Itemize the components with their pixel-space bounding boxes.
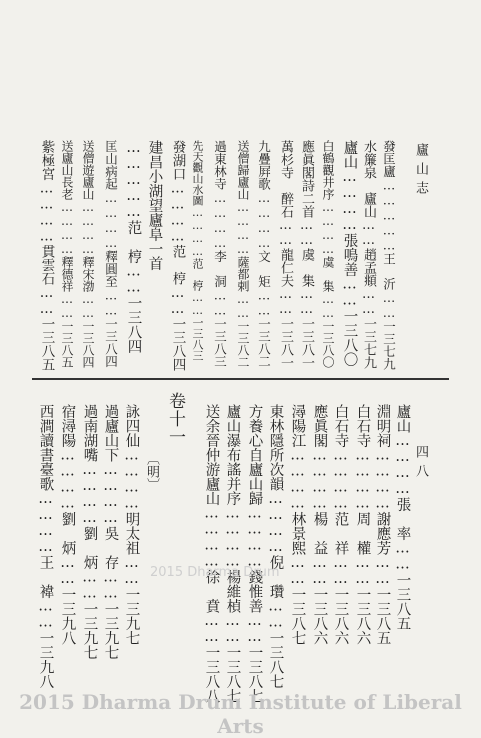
dynasty-label: 〔明〕 — [144, 452, 159, 491]
toc-entry: 水簾泉 廬山……趙孟頫……一三七九 — [361, 140, 376, 369]
toc-entry: 紫極宮…………貫雲石……一三八五 — [38, 140, 55, 371]
toc-entry: ……………范 梈……一三八四 — [125, 140, 142, 354]
toc-entry: 過廬山下…………吳 存……一三九七 — [102, 404, 119, 660]
toc-entry: 淵明祠…………謝應芳……一三八五 — [374, 404, 391, 645]
toc-entry: 九疊屛歌…………文 矩……一三八二 — [256, 140, 272, 368]
toc-entry: 應眞閣詩二首……虞 集……一三八一 — [299, 140, 314, 369]
watermark-faint: 2015 Dharma Drum — [150, 565, 280, 580]
book-title-header: 廬山志 — [413, 143, 428, 200]
toc-entry: 匡山病起…………釋圓至……一三八四 — [103, 140, 119, 368]
toc-entry: 送僧歸廬山…………薩都剌……一三八二 — [236, 140, 250, 368]
toc-entry: 應眞閣…………楊 益……一三八六 — [311, 404, 328, 645]
volume-heading: 卷十一 — [165, 392, 185, 446]
toc-entry: 過東林寺…………李 洞……一三八三 — [212, 140, 228, 368]
toc-entry: 過南湖嘴…………劉 炳……一三九七 — [81, 404, 98, 660]
section-divider — [32, 378, 449, 380]
toc-entry: 發匡廬……………王 沂……一三七九 — [381, 140, 397, 370]
toc-entry: 白石寺…………范 祥……一三八六 — [332, 404, 349, 645]
toc-entry: 方養心自廬山歸…………錢惟善……一三八七 — [246, 404, 263, 703]
toc-entry: 萬杉寺 醉石……龍仁夫……一三八一 — [278, 140, 293, 369]
toc-entry: 宿潯陽…………劉 炳……一三九八 — [59, 404, 76, 645]
toc-entry: 白鶴觀井序…………虞 集……一三八〇 — [321, 140, 335, 368]
toc-entry: 廬山…………張 率……一三八五 — [394, 404, 411, 631]
toc-entry: 先天觀山水圖…………范 梈……一三八三 — [191, 140, 204, 361]
toc-entry: 潯陽江…………林景熙……一三八七 — [289, 404, 306, 645]
toc-entry: 詠四仙…………明太祖……一三九七 — [123, 404, 140, 645]
toc-entry: 白石寺…………周 權……一三八六 — [354, 404, 371, 645]
toc-entry: 西澗讀書臺歌…………王 褘……一三九八 — [37, 404, 54, 689]
toc-entry: 廬山…………張鳴善……一三八〇 — [341, 140, 358, 367]
watermark: 2015 Dharma Drum Institute of Liberal Arts — [19, 690, 462, 738]
toc-entry: 發湖口…………范 梈……一三八四 — [169, 140, 186, 371]
toc-entry: 建昌小湖望廬阜一首 — [146, 140, 163, 271]
toc-entry: 廬山瀑布謠并序…………楊維楨……一三八七 — [224, 404, 241, 703]
toc-entry: 東林隱所次韻…………倪 瓚……一三八七 — [267, 404, 284, 689]
toc-entry: 送廬山長老…………釋德祥……一三八五 — [60, 140, 74, 368]
toc-entry: 送余晉仲游廬山…………徐 賁……一三八八 — [203, 404, 220, 703]
page-number: 四八 — [413, 445, 428, 483]
toc-entry: 送僧遊廬山…………釋宋渤……一三八四 — [81, 140, 95, 368]
